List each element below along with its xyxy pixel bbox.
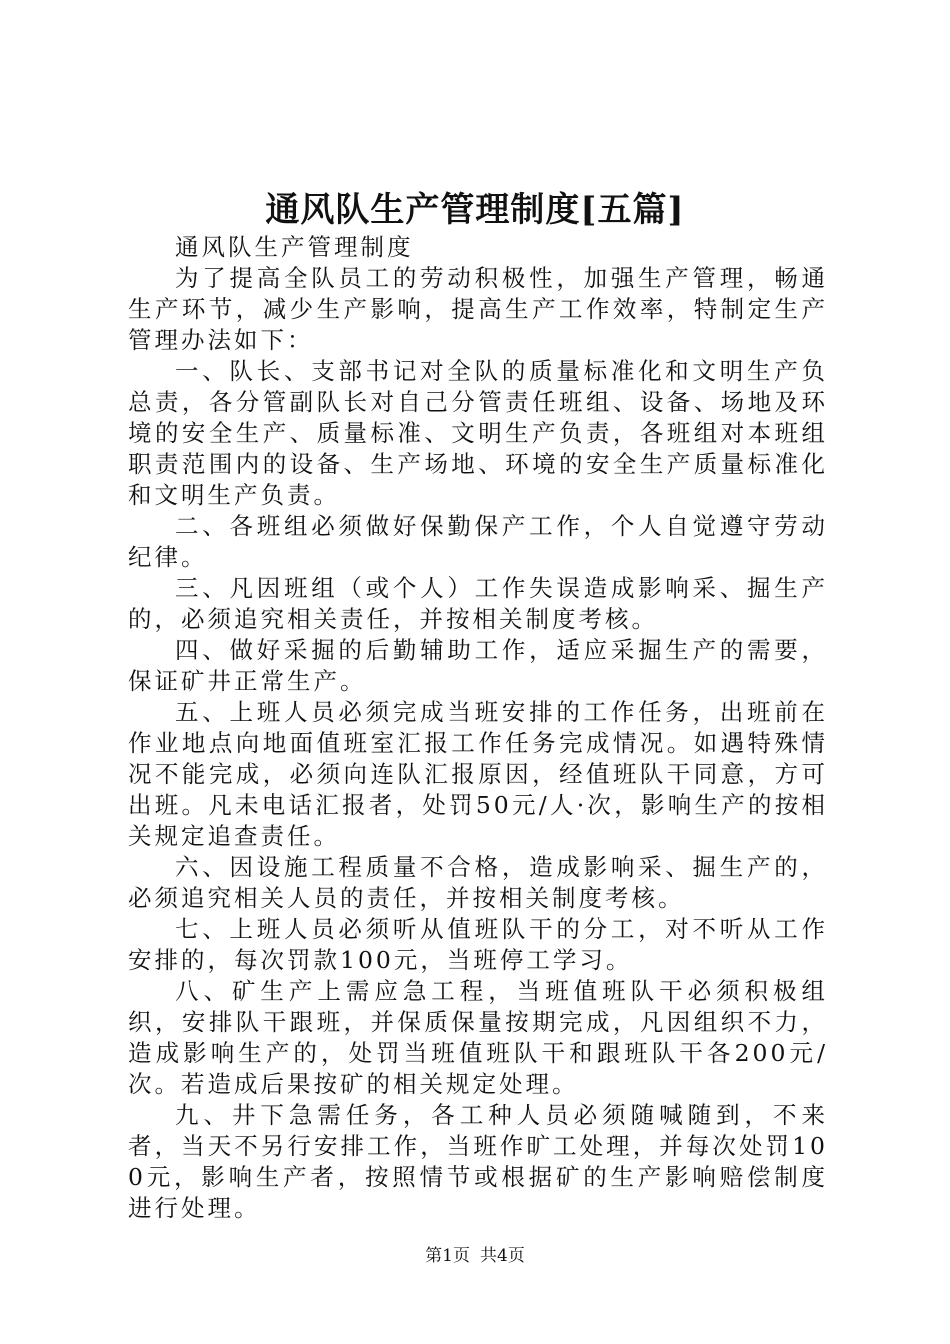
document-body <box>128 232 828 1224</box>
paragraph-item-8: 八、矿生产上需应急工程，当班值班队干必须积极组织，安排队干跟班，并保质保量按期完成，凡因组织不力，造成影响生产的，处罚当班值班队干和跟班队干各200元/次。若造成后果按矿的相关规定处理。 <box>128 977 828 1098</box>
document-title: 通风队生产管理制度[五篇] <box>265 190 685 230</box>
paragraph-item-5: 五、上班人员必须完成当班安排的工作任务，出班前在作业地点向地面值班室汇报工作任务完成情况。如遇特殊情况不能完成，必须向连队汇报原因，经值班队干同意，方可出班。凡未电话汇报者，处罚50元/人·次，影响生产的按相关规定追查责任。 <box>128 698 828 850</box>
paragraph-intro: 为了提高全队员工的劳动积极性，加强生产管理，畅通生产环节，减少生产影响，提高生产工作效率，特制定生产管理办法如下： <box>128 264 828 354</box>
paragraph-item-3: 三、凡因班组（或个人）工作失误造成影响采、掘生产的，必须追究相关责任，并按相关制度考核。 <box>128 574 828 633</box>
page-number: 第1页 <box>425 1246 470 1266</box>
paragraph-subtitle: 通风队生产管理制度 <box>175 233 414 261</box>
paragraph-item-6: 六、因设施工程质量不合格，造成影响采、掘生产的，必须追究相关人员的责任，并按相关制度考核。 <box>128 853 828 912</box>
page-total: 共4页 <box>480 1246 525 1266</box>
page-footer <box>0 1244 950 1268</box>
paragraph-item-9: 九、井下急需任务，各工种人员必须随喊随到，不来者，当天不另行安排工作，当班作旷工处理，并每次处罚100元，影响生产者，按照情节或根据矿的生产影响赔偿制度进行处理。 <box>128 1101 828 1222</box>
paragraph-item-1: 一、队长、支部书记对全队的质量标准化和文明生产负总责，各分管副队长对自己分管责任班组、设备、场地及环境的安全生产、质量标准、文明生产负责，各班组对本班组职责范围内的设备、生产场地、环境的安全生产质量标准化和文明生产负责。 <box>128 357 828 509</box>
paragraph-item-4: 四、做好采掘的后勤辅助工作，适应采掘生产的需要，保证矿井正常生产。 <box>128 636 828 695</box>
paragraph-item-7: 七、上班人员必须听从值班队干的分工，对不听从工作安排的，每次罚款100元，当班停工学习。 <box>128 915 828 974</box>
paragraph-item-2: 二、各班组必须做好保勤保产工作，个人自觉遵守劳动纪律。 <box>128 512 828 571</box>
